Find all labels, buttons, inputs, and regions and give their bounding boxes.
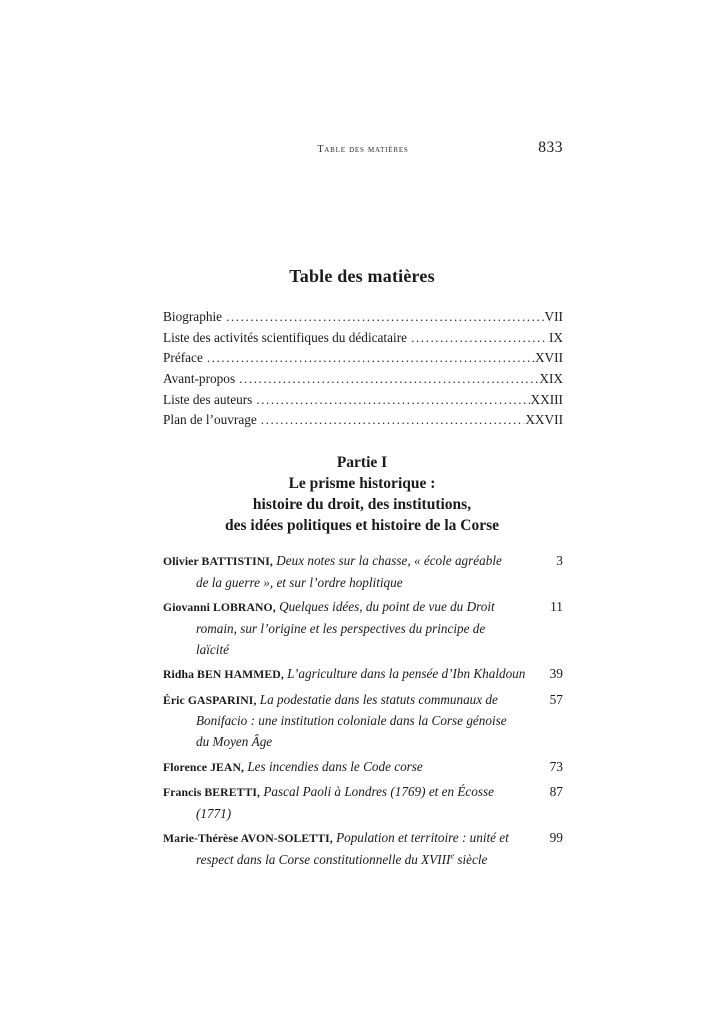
entry-title-continuation-text: respect dans la Corse constitutionnelle du XVIII <box>196 851 451 867</box>
entry-text <box>163 597 529 660</box>
front-matter-item <box>163 410 563 431</box>
toc-entry <box>163 664 563 686</box>
entry-text <box>163 782 529 825</box>
entry-author: Éric GASPARINI, <box>163 693 257 707</box>
entry-title-continuation: romain, sur l’origine et les perspectives du principe de <box>196 620 486 636</box>
front-matter-page: XVII <box>534 350 563 366</box>
toc-entry <box>163 597 563 660</box>
page-title: Table des matières <box>289 266 435 286</box>
entry-title: Pascal Paoli à Londres (1769) et en Écosse <box>263 783 494 799</box>
dot-leader <box>239 369 538 390</box>
entry-title: Quelques idées, du point de vue du Droit <box>279 599 495 615</box>
entry-author: Florence JEAN, <box>163 760 245 774</box>
part-title-line: des idées politiques et histoire de la Corse <box>225 517 499 534</box>
front-matter-page: VII <box>544 309 563 324</box>
toc-entry <box>163 828 563 871</box>
front-matter-item <box>163 328 563 349</box>
entry-page-number: 73 <box>549 758 563 774</box>
dot-leader <box>226 307 543 328</box>
front-matter-label: Avant-propos <box>163 371 236 387</box>
dot-leader <box>207 348 534 369</box>
entry-text <box>163 690 529 753</box>
toc-entry <box>163 551 563 594</box>
entry-page-number: 99 <box>549 830 563 846</box>
entry-author: Marie-Thérèse AVON-SOLETTI, <box>163 832 333 846</box>
front-matter-list <box>163 307 563 431</box>
entry-text <box>163 551 529 594</box>
entry-author: Giovanni LOBRANO, <box>163 601 276 615</box>
front-matter-page: IX <box>548 329 563 345</box>
part-title-line: Le prisme historique : <box>288 475 436 492</box>
front-matter-label: Biographie <box>163 309 223 324</box>
entry-author: Ridha BEN HAMMED, <box>163 668 284 682</box>
entry-title-continuation: Bonifacio : une institution coloniale dans la Corse génoise <box>196 713 507 729</box>
entry-title-continuation: de la guerre », et sur l’ordre hoplitique <box>196 574 403 590</box>
entry-title-continuation: (1771) <box>196 805 232 821</box>
front-matter-label: Liste des activités scientifiques du dédicataire <box>163 329 408 345</box>
entry-author: Francis BERETTI, <box>163 785 261 799</box>
ordinal-superscript: e <box>450 851 455 861</box>
part-number: Partie I <box>336 454 388 471</box>
entry-text <box>163 828 529 871</box>
entry-title-continuation-text: siècle <box>454 851 488 867</box>
running-header-text: Table des matières <box>317 144 409 155</box>
entry-title: Les incendies dans le Code corse <box>247 758 423 774</box>
front-matter-page: XIX <box>539 371 563 387</box>
part-heading <box>0 452 724 536</box>
entry-page-number: 87 <box>549 783 563 799</box>
front-matter-label: Préface <box>163 350 203 366</box>
entry-title: La podestatie dans les statuts communaux de <box>259 691 498 707</box>
front-matter-page: XXIII <box>530 391 563 407</box>
entry-title-continuation <box>163 850 529 871</box>
front-matter-label: Liste des auteurs <box>163 391 253 407</box>
front-matter-label: Plan de l’ouvrage <box>163 412 257 428</box>
entry-text <box>163 664 529 686</box>
header-right <box>409 139 563 157</box>
part-title-line: histoire du droit, des institutions, <box>252 496 472 513</box>
entry-title-continuation: du Moyen Âge <box>196 734 273 750</box>
entry-page-number: 3 <box>556 553 563 568</box>
dot-leader <box>261 410 525 431</box>
front-matter-item <box>163 348 563 369</box>
front-matter-page: XXVII <box>525 412 563 428</box>
front-matter-item <box>163 307 563 328</box>
toc-entry <box>163 757 563 779</box>
entry-title: Population et territoire : unité et <box>336 830 509 846</box>
entry-title: L’agriculture dans la pensée d’Ibn Khaldoun <box>287 666 526 682</box>
toc-entry <box>163 690 563 753</box>
running-header <box>163 139 563 157</box>
entry-page-number: 39 <box>549 666 563 682</box>
entry-page-number: 11 <box>550 599 563 615</box>
page-number: 833 <box>538 139 564 156</box>
entry-title: Deux notes sur la chasse, « école agréable <box>276 553 502 568</box>
dot-leader <box>256 390 529 411</box>
entry-title-continuation: laïcité <box>196 641 229 657</box>
front-matter-item <box>163 390 563 411</box>
front-matter-item <box>163 369 563 390</box>
entry-page-number: 57 <box>549 691 563 707</box>
entry-author: Olivier BATTISTINI, <box>163 555 273 568</box>
chapter-entry-list <box>163 551 563 874</box>
entry-text <box>163 757 529 779</box>
dot-leader <box>411 328 548 349</box>
toc-entry <box>163 782 563 825</box>
